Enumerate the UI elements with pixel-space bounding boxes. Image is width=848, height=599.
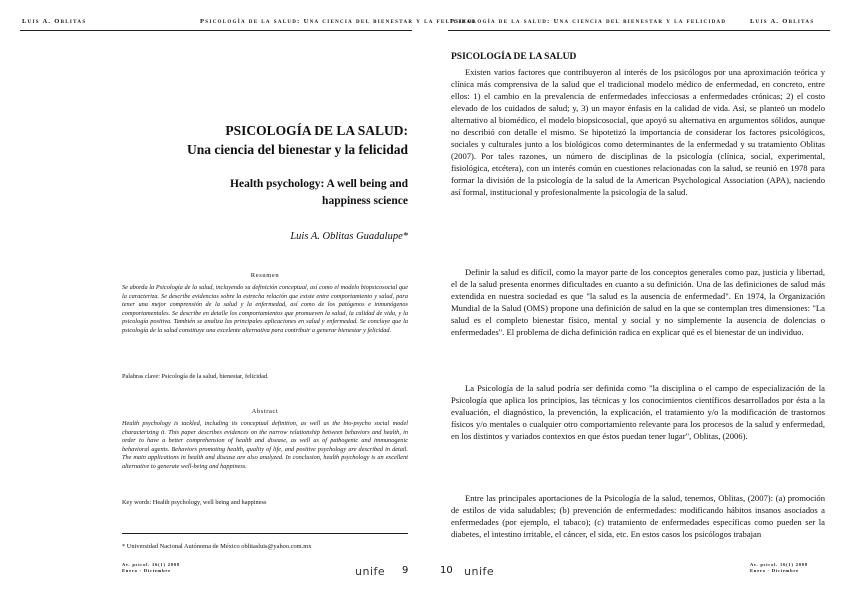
unife-logo: unife xyxy=(355,565,386,578)
section-title: PSICOLOGÍA DE LA SALUD xyxy=(451,52,577,62)
resumen-heading: Resumen xyxy=(250,272,280,279)
journal-ref-line-2: Enero - Diciembre xyxy=(750,568,799,573)
title-en-line-2: happiness science xyxy=(322,195,408,207)
journal-reference xyxy=(750,562,808,574)
body-paragraph xyxy=(451,382,825,442)
journal-ref-line-1: Av. psicol. 16(1) 2008 xyxy=(750,562,808,567)
article-title-english xyxy=(170,176,408,210)
body-paragraph xyxy=(451,66,825,198)
paragraph-2: Definir la salud es difícil, como la mayor parte de los conceptos generales como paz, justicia y libertad, el de la salud presenta enormes dificultades en cuanto a su definición. Una de las definiciones de salud más extendida en nuestra sociedad es que "la salud es la ausencia de enfermedad". En 1974, la Organización Mundial de la Salud (OMS) propone una definición de salud en la que se contemplan tres dimensiones: "La salud es el completo bienestar físico, mental y social y no simplemente la ausencia de dolencias o enfermedades". El problema de dicha definición radica en explicar qué es el bienestar de un individuo. xyxy=(451,267,825,337)
right-page xyxy=(428,0,848,599)
body-paragraph xyxy=(451,266,825,338)
journal-ref-line-1: Av. psicol. 16(1) 2008 xyxy=(122,562,180,567)
title-en-line-1: Health psychology: A well being and xyxy=(230,178,408,190)
running-header-title: Psicología de la salud: Una ciencia del bienestar y la felicidad xyxy=(450,18,727,25)
header-rule xyxy=(20,30,412,31)
running-header-author: Luis A. Oblitas xyxy=(750,18,815,25)
abstract-text: Health psychology is tackled, including its conceptual definition, as well as the bio-psycho social model characterizing it. This paper describes evidences on the narrow relationship between behaviors and health, in order to have a better comprehension of health and disease, as well as of pathogenic and immunogenic behavioral agents. Behaviors promoting health, quality of life, and positive psychology are described in detail. The main applications in health and disease are also analyzed. In conclusion, health psychology is an excellent alternative to generate well-being and happiness. xyxy=(122,420,408,470)
unife-logo: unife xyxy=(464,565,495,578)
journal-ref-line-2: Enero - Diciembre xyxy=(122,568,171,573)
running-header-author: Luis A. Oblitas xyxy=(22,18,87,25)
running-header-title: Psicología de la salud: Una ciencia del bienestar y la felicidad xyxy=(200,18,477,25)
paragraph-4: Entre las principales aportaciones de la Psicología de la salud, tenemos, Oblitas, (2007): (a) promoción de estilos de vida saludables; (b) prevención de enfermedades: modificando hábitos insanos asociados a enfermedades (por ejemplo, el tabaco); (c) tratamiento de enfermedades específicas como pueden ser la diabetes, el intestino irritable, el cáncer, el sida, etc. En estos casos los psicólogos trabajan xyxy=(451,493,825,539)
article-title xyxy=(120,121,408,159)
header-rule xyxy=(448,30,830,31)
title-line-1: PSICOLOGÍA DE LA SALUD: xyxy=(225,123,408,138)
author-footnote: * Universidad Nacional Autónoma de México oblitasluis@yahoo.com.mx xyxy=(122,543,312,550)
title-line-2: Una ciencia del bienestar y la felicidad xyxy=(187,142,408,157)
resumen-text: Se aborda la Psicología de la salud, incluyendo su definición conceptual, así como el modelo biopsicosocial que la caracteriza. Se describe evidencias sobre la estrecha relación que existe entre comportamiento y salud, para tener una mejor comprensión de la salud y la enfermedad, así como de los patógenos e inmunógenos comportamentales. Se describe en detalle los comportamientos que promueven la salud, la calidad de vida, y la psicología positiva. También se analiza las principales aplicaciones en salud y enfermedad. Se concluye que la psicología de la salud constituye una excelente alternativa para contribuir a generar bienestar y felicidad. xyxy=(122,284,408,334)
palabras-clave: Palabras clave: Psicología de la salud, bienestar, felicidad. xyxy=(122,373,269,380)
page-number: 9 xyxy=(402,565,409,576)
paragraph-3: La Psicología de la salud podría ser definida como "la disciplina o el campo de especialización de la Psicología que aplica los principios, las técnicas y los conocimientos científicos desarrollados por ésta a la evaluación, el diagnóstico, la prevención, la explicación, el tratamiento y/o la modificación de trastornos físicos y/o mentales o cualquier otro comportamiento relevante para los procesos de la salud y enfermedad, en los distintos y variados contextos en que éstos puedan tener lugar", Oblitas, (2006). xyxy=(451,383,825,441)
keywords: Key words: Health psychology, well being and happiness xyxy=(122,499,267,506)
author-name: Luis A. Oblitas Guadalupe* xyxy=(290,231,408,242)
footnote-rule xyxy=(122,533,408,534)
paragraph-1: Existen varios factores que contribuyeron al interés de los psicólogos por una aproximación teórica y clínica más comprensiva de la salud que el tradicional modelo médico de enfermedad, en concreto, entre ellos: 1) el cambio en la prevalencia de enfermedades infecciosas a enfermedades crónicas; 2) el costo elevado de los cuidados de salud; y, 3) un mayor énfasis en la calidad de vida. Así, se planteó un modelo alternativo al biomédico, el modelo biopsicosocial, que apoyó su alternativa en argumentos sólidos, aunque no describió con detalle el mismo. Se hipotetizó la importancia de considerar los factores psicológicos, sociales y culturales junto a los biológicos como determinantes de la enfermedad y su tratamiento Oblitas (2007). Por tales razones, un número de disciplinas de la psicología (clínica, social, experimental, fisiológica, etcétera), con un interés común en cuestiones relacionadas con la salud, se reunió en 1978 para formar la división de la psicología de la salud de la American Psychological Association (APA), naciendo así formal, institucional y profesionalmente la psicología de la salud. xyxy=(451,67,825,197)
abstract-heading: Abstract xyxy=(251,408,279,415)
page-number: 10 xyxy=(440,565,453,576)
journal-reference xyxy=(122,562,180,574)
body-paragraph xyxy=(451,492,825,540)
